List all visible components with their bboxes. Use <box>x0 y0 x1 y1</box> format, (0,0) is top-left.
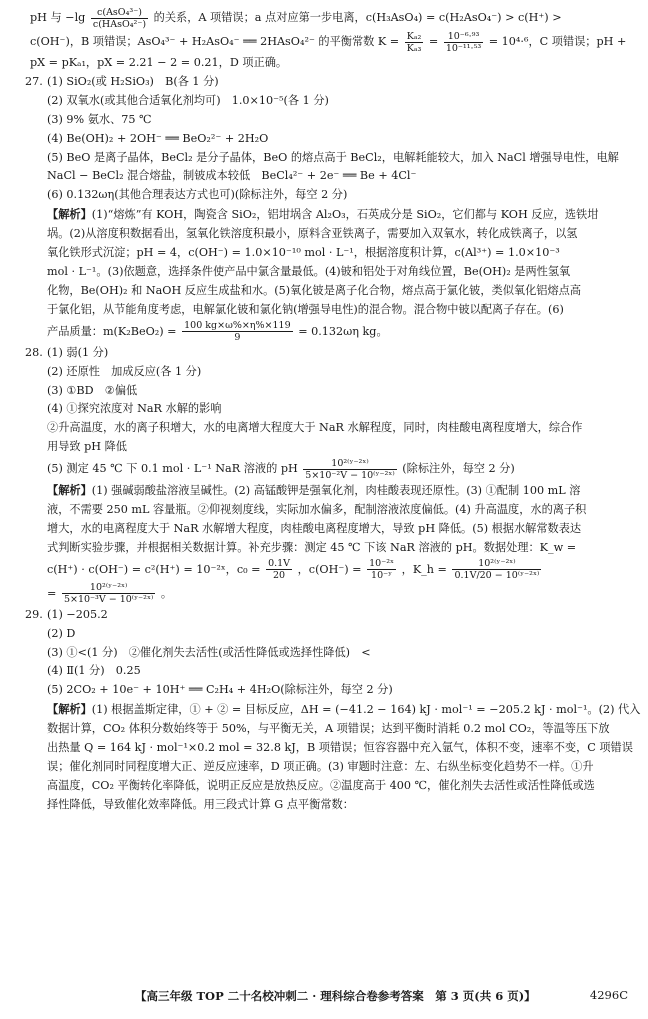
text-run: 产品质量：m(K₂BeO₂) = <box>47 324 177 338</box>
text-run: 。 <box>160 586 173 600</box>
text-line: 择性降低，导致催化效率降低。用三段式计算 G 点平衡常数： <box>47 797 354 811</box>
text-run: pH 与 −lg <box>30 11 86 24</box>
text-line: 用导致 pH 降低 <box>47 440 127 454</box>
text-run: (1) 弱(1 分) <box>47 345 109 359</box>
text-line: 增大，水的电离程度大于 NaR 水解增大程度，肉桂酸电离程度增大，导致 pH 降低。(5) 根据水解常数表达 <box>47 521 582 535</box>
text-line: (4) Be(OH)₂ + 2OH⁻ ══ BeO₂²⁻ + 2H₂O <box>47 131 269 145</box>
text-run: (1)“熔炼”有 KOH，陶瓷含 SiO₂，铝坩埚含 Al₂O₃，石英成分是 SiO₂，它们都与 KOH 反应，选铁坩 <box>91 208 599 222</box>
fraction <box>91 7 148 30</box>
fraction <box>266 558 292 581</box>
analysis-label: 【解析】 <box>47 702 92 717</box>
text-run: = 10⁴·⁶，C 项错误；pH + <box>488 35 627 48</box>
text-line: 化物，Be(OH)₂ 和 NaOH 反应生成盐和水。(5)氧化铍是离子化合物，熔点高于氯化铍，类似氧化铝熔点高 <box>47 283 582 297</box>
text-line <box>30 457 632 481</box>
footer-code: 4296C <box>589 988 628 1002</box>
fraction <box>303 458 396 481</box>
text-run: ，c(OH⁻) = <box>297 562 362 576</box>
text-line <box>25 344 632 363</box>
fraction <box>452 558 541 581</box>
text-line: 出热量 Q = 164 kJ · mol⁻¹×0.2 mol = 32.8 kJ，B 项错误；恒容容器中充入氩气，体积不变，速率不变，C 项错误 <box>47 741 633 755</box>
fraction <box>405 31 424 54</box>
text-line: (2) 双氧水(或其他合适氧化剂均可) 1.0×10⁻⁵(各 1 分) <box>47 93 329 107</box>
fraction-numerator: 100 kg×ω%×η%×119 <box>184 320 291 332</box>
text-line: (3) ①<(1 分) ②催化剂失去活性(或活性降低或选择性降低) < <box>47 645 371 659</box>
fraction-denominator: 10⁻¹¹·⁵³ <box>445 42 482 54</box>
question-number: 28. <box>25 345 43 359</box>
text-run: (1) 强碱弱酸盐溶液呈碱性。(2) 高锰酸钾是强氧化剂，肉桂酸表现还原性。(3) ①配制 100 mL 溶 <box>91 484 581 498</box>
text-line: (5) 2CO₂ + 10e⁻ + 10H⁺ ══ C₂H₄ + 4H₂O(除标注外，每空 2 分) <box>47 683 393 697</box>
analysis-label: 【解析】 <box>47 207 92 222</box>
fraction-numerator: 10²⁽ʸ⁻²ˣ⁾ <box>303 458 396 470</box>
question-number: 29. <box>25 607 43 621</box>
fraction-numerator: 10⁻²ˣ <box>369 558 395 570</box>
text-line: 埚。(2)从溶度积数据看出，氢氧化铁溶度积最小，原料含亚铁离子，需要加入双氧水，转化成铁离子，以氢 <box>47 227 578 241</box>
fraction <box>62 582 155 605</box>
text-line <box>30 205 632 225</box>
text-line: NaCl − BeCl₂ 混合熔盐，制铍成本较低 BeCl₄²⁻ + 2e⁻ ══ Be + 4Cl⁻ <box>47 169 417 183</box>
fraction-denominator: c(HAsO₄²⁻) <box>92 18 147 30</box>
text-run: (5) 测定 45 ℃ 下 0.1 mol · L⁻¹ NaR 溶液的 pH <box>47 462 298 476</box>
text-line: (3) ①BD ②偏低 <box>47 383 138 397</box>
fraction-numerator: 10²⁽ʸ⁻²ˣ⁾ <box>62 582 155 594</box>
text-line: ②升高温度，水的离子积增大，水的电离增大程度大于 NaR 水解程度，同时，肉桂酸电离程度增大，综合作 <box>47 421 583 435</box>
text-line: (6) 0.132ωη(其他合理表达方式也可)(除标注外，每空 2 分) <box>47 188 348 202</box>
fraction-numerator: c(AsO₄³⁻) <box>91 7 148 19</box>
fraction-denominator: 0.1V/20 − 10⁽ʸ⁻²ˣ⁾ <box>454 570 540 582</box>
text-line: (4) Ⅱ(1 分) 0.25 <box>47 664 141 678</box>
text-line: 式判断实验步骤，并根据相关数据计算。补充步骤：测定 45 ℃ 下该 NaR 溶液的 pH。数据处理：K_w = <box>47 540 577 554</box>
text-line <box>30 30 632 54</box>
fraction-denominator: 5×10⁻³V − 10⁽ʸ⁻²ˣ⁾ <box>63 594 154 606</box>
text-line <box>30 582 632 606</box>
fraction <box>367 558 396 581</box>
text-line <box>25 606 632 625</box>
text-line: 液，不需要 250 mL 容量瓶。②仰视刻度线，实际加水偏多，配制溶液浓度偏低。(4) 升高温度，水的离子积 <box>47 503 587 517</box>
text-run: = 0.132ωη kg。 <box>298 324 388 338</box>
fraction-numerator: 10⁻⁶·⁹³ <box>444 31 483 43</box>
text-run: (1) −205.2 <box>47 607 108 621</box>
text-line: (2) D <box>47 626 76 640</box>
analysis-label: 【解析】 <box>47 483 92 498</box>
fraction-denominator: 20 <box>273 570 286 582</box>
fraction-numerator: 0.1V <box>268 558 291 570</box>
text-run: (1) SiO₂(或 H₂SiO₃) B(各 1 分) <box>47 74 219 88</box>
text-line: (3) 9% 氨水、75 ℃ <box>47 112 152 126</box>
fraction-denominator: 9 <box>234 332 241 344</box>
text-line <box>25 73 632 92</box>
fraction-denominator: 10⁻ʸ <box>371 570 393 582</box>
text-run: c(H⁺) · c(OH⁻) = c²(H⁺) = 10⁻²ˣ，c₀ = <box>47 562 261 576</box>
text-run: (1) 根据盖斯定律，① + ② = 目标反应，ΔH = (−41.2 − 164) kJ · mol⁻¹ = −205.2 kJ · mol⁻¹。(2) 代入 <box>91 703 641 717</box>
text-line: pX = pKₐ₁，pX = 2.21 − 2 = 0.21，D 项正确。 <box>30 56 288 69</box>
fraction-denominator: 5×10⁻²V − 10⁽ʸ⁻²ˣ⁾ <box>305 469 395 481</box>
text-line: (2) 还原性 加成反应(各 1 分) <box>47 364 202 378</box>
text-line <box>30 481 632 501</box>
fraction-denominator: Kₐ₃ <box>406 42 422 54</box>
text-line <box>30 6 632 30</box>
text-run: = <box>47 586 57 600</box>
text-run: (除标注外，每空 2 分) <box>402 462 515 476</box>
text-line <box>30 320 632 344</box>
footer-title: 【高三年级 TOP 二十名校冲刺二 · 理科综合卷参考答案 第 3 页(共 6 页)】 <box>135 989 536 1003</box>
text-run: 的关系，A 项错误；a 点对应第一步电离，c(H₃AsO₄) = c(H₂AsO₄⁻) > c(H⁺) > <box>153 11 562 24</box>
fraction-numerator: Kₐ₂ <box>406 30 422 42</box>
text-line: 于氯化铝，从节能角度考虑，电解氯化铍和氯化钠(增强导电性)的混合物。混合物中铍以配离子存在。(6) <box>47 302 564 316</box>
text-run: = <box>428 35 439 48</box>
fraction-numerator: 10²⁽ʸ⁻²ˣ⁾ <box>452 558 541 570</box>
text-line <box>30 700 641 720</box>
text-line <box>30 558 632 582</box>
question-number: 27. <box>25 74 43 88</box>
text-line: 数据计算，CO₂ 体积分数始终等于 50%，与平衡无关，A 项错误；达到平衡时消耗 0.2 mol CO₂，等温等压下放 <box>47 722 610 736</box>
text-line: 高温度，CO₂ 平衡转化率降低，说明正反应是放热反应。②温度高于 400 ℃，催化剂失去活性或活性降低或选 <box>47 778 595 792</box>
fraction <box>444 31 483 54</box>
text-run: ，K_h = <box>401 562 447 576</box>
text-line: mol · L⁻¹。(3)依题意，选择条件使产品中氯含量最低。(4)铍和铝处于对角线位置，Be(OH)₂ 是两性氢氧 <box>47 264 571 278</box>
fraction <box>182 320 293 343</box>
text-line: 氧化铁形式沉淀；pH = 4，c(OH⁻) = 1.0×10⁻¹⁰ mol · L⁻¹，根据溶度积计算，c(Al³⁺) = 1.0×10⁻³ <box>47 246 560 260</box>
text-line: (4) ①探究浓度对 NaR 水解的影响 <box>47 402 222 416</box>
text-line: (5) BeO 是离子晶体，BeCl₂ 是分子晶体，BeO 的熔点高于 BeCl₂，电解耗能较大，加入 NaCl 增强导电性，电解 <box>47 150 619 164</box>
text-line: 误；催化剂同时同程度增大正、逆反应速率，D 项正确。(3) 审题时注意：左、右纵坐标变化趋势不一样。①升 <box>47 760 594 773</box>
text-run: c(OH⁻)，B 项错误；AsO₄³⁻ + H₂AsO₄⁻ ══ 2HAsO₄²⁻ 的平衡常数 K = <box>30 35 400 48</box>
